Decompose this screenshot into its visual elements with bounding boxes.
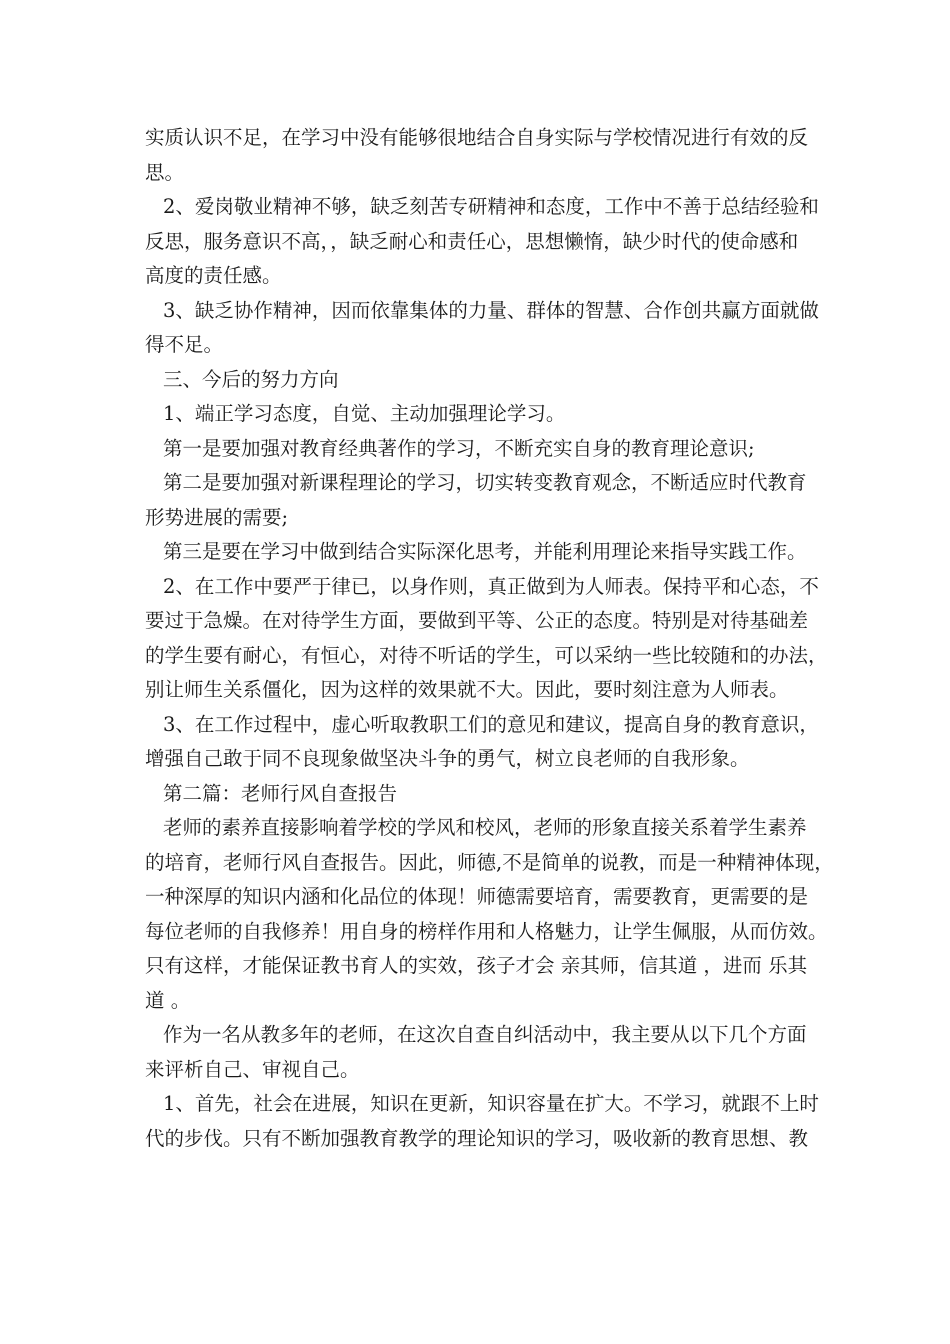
text-line: 得不足。: [145, 333, 224, 356]
text-line: 第二是要加强对新课程理论的学习，切实转变教育观念，不断适应时代教育: [163, 471, 807, 494]
text-line: 思。: [145, 160, 185, 184]
text-line: 作为一名从教多年的老师，在这次自查自纠活动中，我主要从以下几个方面: [163, 1023, 807, 1046]
text-line: 的培育，老师行风自查报告。因此，师德,不是简单的说教，而是一种精神体现，: [145, 850, 834, 874]
text-line: 3、缺乏协作精神，因而依靠集体的力量、群体的智慧、合作创共赢方面就做: [163, 298, 819, 322]
text-line: 实质认识不足，在学习中没有能够很地结合自身实际与学校情况进行有效的反: [145, 126, 809, 149]
text-line: 来评析自己、审视自己。: [145, 1057, 360, 1081]
text-line: 1、端正学习态度，自觉、主动加强理论学习。: [163, 402, 566, 425]
document-body: [145, 121, 834, 1156]
text-line: 形势进展的需要;: [145, 505, 289, 529]
text-line: 每位老师的自我修养！用自身的榜样作用和人格魅力，让学生佩服，从而仿效。: [145, 919, 828, 943]
text-line: 2、爱岗敬业精神不够，缺乏刻苦专研精神和态度，工作中不善于总结经验和: [163, 195, 819, 218]
text-line: 第三是要在学习中做到结合实际深化思考，并能利用理论来指导实践工作。: [163, 540, 807, 563]
text-line: 的学生要有耐心，有恒心，对待不听话的学生，可以采纳一些比较随和的办法，: [145, 643, 828, 667]
text-line: 代的步伐。只有不断加强教育教学的理论知识的学习，吸收新的教育思想、教: [145, 1126, 809, 1150]
text-line: 老师的素养直接影响着学校的学风和校风，老师的形象直接关系着学生素养: [163, 816, 807, 839]
section-heading: 三、今后的努力方向: [163, 367, 339, 391]
text-line: 反思，服务意识不高，，缺乏耐心和责任心，思想懒惰，缺少时代的使命感和: [145, 229, 799, 253]
text-line: 第一是要加强对教育经典著作的学习，不断充实自身的教育理论意识;: [163, 436, 755, 460]
text-line: 一种深厚的知识内涵和化品位的体现！师德需要培育，需要教育，更需要的是: [145, 885, 809, 908]
text-line: 只有这样，才能保证教书育人的实效，孩子才会 亲其师，信其道 ，进而 乐其: [145, 954, 808, 977]
text-line: 要过于急燥。在对待学生方面，要做到平等、公正的态度。特别是对待基础差: [145, 609, 809, 632]
text-line: 3、在工作过程中，虚心听取教职工们的意见和建议，提高自身的教育意识，: [163, 712, 819, 736]
text-line: 高度的责任感。: [145, 264, 282, 287]
text-line: 增强自己敢于同不良现象做坚决斗争的勇气，树立良老师的自我形象。: [145, 747, 750, 770]
text-line: 道 。: [145, 988, 191, 1012]
text-line: 2、在工作中要严于律已，以身作则，真正做到为人师表。保持平和心态，不: [163, 574, 819, 598]
text-line: 别让师生关系僵化，因为这样的效果就不大。因此，要时刻注意为人师表。: [145, 678, 789, 701]
section-heading: 第二篇：老师行风自查报告: [163, 781, 398, 805]
text-line: 1、首先，社会在进展，知识在更新，知识容量在扩大。不学习，就跟不上时: [163, 1092, 819, 1115]
